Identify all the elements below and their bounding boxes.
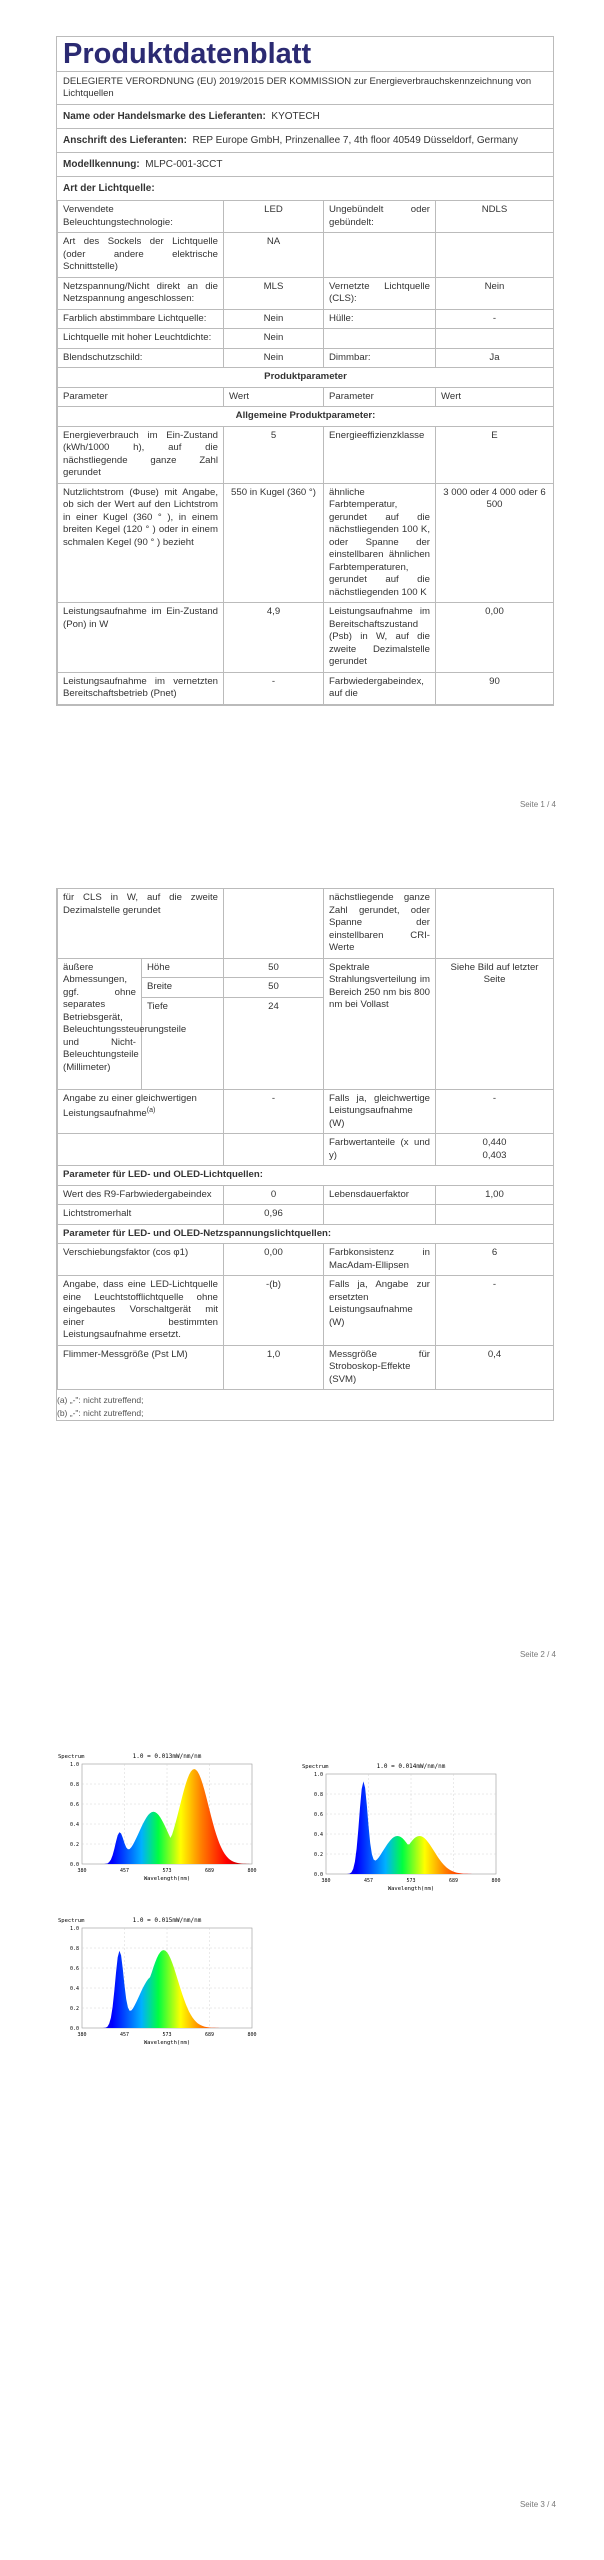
y-tick-label: 0.2 (69, 2006, 79, 2012)
param-value (436, 329, 554, 349)
table-row (58, 348, 554, 368)
y-tick-label: 0.2 (69, 1842, 79, 1848)
general-params-heading: Allgemeine Produktparameter: (58, 407, 554, 427)
x-tick-label: 380 (321, 1878, 331, 1884)
y-tick-label: 0.6 (313, 1812, 323, 1818)
param-value: Nein (224, 329, 324, 349)
x-tick-label: 800 (491, 1878, 501, 1884)
param-name: Art des Sockels der Lichtquelle (oder andere elektrische Schnittstelle) (58, 233, 224, 278)
param-value (436, 233, 554, 278)
dim-value: 50 (224, 978, 324, 998)
supplier-address: REP Europe GmbH, Prinzenallee 7, 4th floor 40549 Düsseldorf, Germany (192, 135, 519, 146)
param-name: Energieeffizienzklasse (324, 426, 436, 483)
column-header-row (58, 387, 554, 407)
param-value: 550 in Kugel (360 °) (224, 483, 324, 603)
table-row (58, 1089, 554, 1134)
model-label: Modellkennung: (63, 159, 140, 170)
y-tick-label: 0.6 (69, 1802, 79, 1808)
page-number: Seite 2 / 4 (519, 1650, 556, 1659)
dim-value: 50 (224, 958, 324, 978)
param-value (436, 1205, 554, 1225)
param-value: 0,00 (224, 1244, 324, 1276)
param-name: Spektrale Strahlungsverteilung im Bereich 250 nm bis 800 nm bei Vollast (324, 958, 436, 1089)
param-value: Siehe Bild auf letzter Seite (436, 958, 554, 1089)
y-tick-label: 0.8 (313, 1792, 323, 1798)
param-value: - (224, 1089, 324, 1134)
table-row (58, 889, 554, 959)
param-name: Angabe, dass eine LED-Lichtquelle eine Leuchtstofflichtquelle ohne eingebautes Vorschaltgerät mit einer bestimmten Leistungsaufnahme ersetzt. (58, 1276, 224, 1346)
y-tick-label: 0.0 (69, 1862, 79, 1868)
param-value: 90 (436, 672, 554, 704)
supplier-address-label: Anschrift des Lieferanten: (63, 135, 187, 146)
param-value: E (436, 426, 554, 483)
dim-key: Höhe (142, 958, 224, 978)
spectrum-title: 1.0 = 0.015mW/nm/nm (132, 1917, 202, 1924)
param-value: 5 (224, 426, 324, 483)
param-name: Energieverbrauch im Ein-Zustand (kWh/1000 h), auf die nächstliegende ganze Zahl gerundet (58, 426, 224, 483)
mains-params-heading: Parameter für LED- und OLED-Netzspannungslichtquellen: (58, 1224, 554, 1244)
supplier-address-row (57, 128, 553, 152)
y-tick-label: 0.8 (69, 1782, 79, 1788)
page-number: Seite 1 / 4 (519, 800, 556, 809)
param-name: Wert des R9-Farbwiedergabeindex (58, 1185, 224, 1205)
spectrum-x-label: Wavelength(nm) (143, 1876, 191, 1882)
param-value: LED (224, 201, 324, 233)
param-name: nächstliegende ganze Zahl gerundet, oder Spanne der einstellbaren CRI-Werte (324, 889, 436, 959)
param-value: - (436, 1276, 554, 1346)
param-name: Messgröße für Stroboskop-Effekte (SVM) (324, 1345, 436, 1390)
y-tick-label: 1.0 (69, 1926, 79, 1932)
y-tick-label: 1.0 (69, 1762, 79, 1768)
x-tick-label: 457 (363, 1878, 374, 1884)
model-row (57, 152, 553, 176)
x-tick-label: 573 (406, 1878, 416, 1884)
param-value: Nein (224, 348, 324, 368)
table-row (58, 1345, 554, 1390)
table-row (58, 1205, 554, 1225)
table-row (58, 1185, 554, 1205)
table-row (58, 958, 554, 978)
param-value: 0,440 0,403 (436, 1134, 554, 1166)
y-tick-label: 0.0 (313, 1872, 323, 1878)
light-type-table (57, 200, 554, 705)
dimensions-label: äußere Abmessungen, ggf. ohne separates Betriebsgerät, Beleuchtungssteuerungsteile und Nicht-Beleuchtungsteile (Millimeter) (58, 958, 142, 1089)
x-tick-label: 800 (247, 1868, 257, 1874)
datasheet-page-1 (56, 36, 554, 706)
param-name: Flimmer-Messgröße (Pst LM) (58, 1345, 224, 1390)
table-row (58, 233, 554, 278)
table-row (58, 329, 554, 349)
param-name: Lichtquelle mit hoher Leuchtdichte: (58, 329, 224, 349)
y-tick-label: 0.4 (69, 1822, 79, 1828)
spectrum-chart-1 (56, 1746, 266, 1896)
param-name: Farbwiedergabeindex, auf die (324, 672, 436, 704)
table-row (58, 1244, 554, 1276)
y-tick-label: 0.2 (313, 1852, 323, 1858)
param-name (324, 1205, 436, 1225)
x-tick-label: 380 (77, 1868, 87, 1874)
spectrum-title: 1.0 = 0.014mW/nm/nm (376, 1763, 446, 1770)
table-row (58, 483, 554, 603)
param-name: Nutzlichtstrom (Φuse) mit Angabe, ob sich der Wert auf den Lichtstrom in einer Kugel (360 ° ), in einem breiten Kegel (120 ° ) oder in einem schmalen Kegel (90 ° ) bezieht (58, 483, 224, 603)
param-value: - (436, 309, 554, 329)
table-row (58, 1134, 554, 1166)
param-name: Leistungsaufnahme im Ein-Zustand (Pon) in W (58, 603, 224, 673)
param-value: -(b) (224, 1276, 324, 1346)
param-value: Ja (436, 348, 554, 368)
x-tick-label: 457 (119, 1868, 130, 1874)
dim-value: 24 (224, 997, 324, 1089)
param-name: Farbwertanteile (x und y) (324, 1134, 436, 1166)
spectrum-x-label: Wavelength(nm) (143, 2040, 191, 2046)
x-tick-label: 800 (247, 2032, 257, 2038)
table-row (58, 603, 554, 673)
y-tick-label: 1.0 (313, 1772, 323, 1778)
y-tick-label: 0.8 (69, 1946, 79, 1952)
spectrum-y-label: Spectrum (58, 1918, 85, 1924)
y-tick-label: 0.6 (69, 1966, 79, 1972)
x-tick-label: 573 (162, 1868, 172, 1874)
page-number: Seite 3 / 4 (519, 2500, 556, 2509)
table-row (58, 1276, 554, 1346)
supplier-name: KYOTECH (271, 111, 320, 122)
params-table-continued (57, 888, 554, 1390)
x-tick-label: 457 (119, 2032, 130, 2038)
x-tick-label: 380 (77, 2032, 87, 2038)
dim-key: Breite (142, 978, 224, 998)
product-params-heading: Produktparameter (58, 368, 554, 388)
param-name: Verwendete Beleuchtungstechnologie: (58, 201, 224, 233)
param-value: 1,00 (436, 1185, 554, 1205)
spectrum-y-label: Spectrum (302, 1764, 329, 1770)
param-name: Vernetzte Lichtquelle (CLS): (324, 277, 436, 309)
led-params-heading: Parameter für LED- und OLED-Lichtquellen: (58, 1166, 554, 1186)
param-name: ähnliche Farbtemperatur, gerundet auf die nächstliegenden 100 K, oder Spanne der einstellbaren ähnlichen Farbtemperaturen, gerundet auf die nächstliegenden 100 K (324, 483, 436, 603)
footnote-b: (b) „-": nicht zutreffend; (57, 1408, 144, 1418)
light-type-heading: Art der Lichtquelle: (57, 176, 553, 200)
param-name (324, 329, 436, 349)
param-value: Nein (436, 277, 554, 309)
param-name: Leistungsaufnahme im vernetzten Bereitschaftsbetrieb (Pnet) (58, 672, 224, 704)
param-value: 3 000 oder 4 000 oder 6 500 (436, 483, 554, 603)
x-tick-label: 573 (162, 2032, 172, 2038)
supplier-name-row (57, 104, 553, 128)
param-name: Farbkonsistenz in MacAdam-Ellipsen (324, 1244, 436, 1276)
param-name: Falls ja, gleichwertige Leistungsaufnahme (W) (324, 1089, 436, 1134)
param-name: Leistungsaufnahme im Bereitschaftszustand (Psb) in W, auf die zweite Dezimalstelle gerundet (324, 603, 436, 673)
param-name: Dimmbar: (324, 348, 436, 368)
page-2 (0, 870, 604, 1670)
param-value: 6 (436, 1244, 554, 1276)
col-header-value: Wert (224, 387, 324, 407)
param-value: NDLS (436, 201, 554, 233)
table-row (58, 277, 554, 309)
page-title: Produktdatenblatt (63, 38, 312, 70)
col-header-param-2: Parameter (324, 387, 436, 407)
param-value: - (436, 1089, 554, 1134)
param-value: 0,96 (224, 1205, 324, 1225)
page-1 (0, 0, 604, 820)
param-name: für CLS in W, auf die zweite Dezimalstelle gerundet (58, 889, 224, 959)
y-tick-label: 0.4 (313, 1832, 323, 1838)
table-row (58, 672, 554, 704)
param-value: 0,00 (436, 603, 554, 673)
param-value: 1,0 (224, 1345, 324, 1390)
spectrum-chart-3 (56, 1910, 266, 2060)
page-3 (0, 1730, 604, 2550)
spectrum-title: 1.0 = 0.013mW/nm/nm (132, 1753, 202, 1760)
param-name: Angabe zu einer gleichwertigen Leistungsaufnahme$^{(a)}$ (58, 1089, 224, 1134)
param-name: Lichtstromerhalt (58, 1205, 224, 1225)
table-row (58, 426, 554, 483)
supplier-name-label: Name oder Handelsmarke des Lieferanten: (63, 111, 266, 122)
x-tick-label: 689 (204, 1868, 215, 1874)
param-name: Blendschutzschild: (58, 348, 224, 368)
spectrum-chart-2 (300, 1756, 510, 1906)
param-name: Falls ja, Angabe zur ersetzten Leistungsaufnahme (W) (324, 1276, 436, 1346)
spectrum-y-label: Spectrum (58, 1754, 85, 1760)
y-tick-label: 0.4 (69, 1986, 79, 1992)
x-tick-label: 689 (448, 1878, 459, 1884)
model-id: MLPC-001-3CCT (145, 159, 223, 170)
param-name: Hülle: (324, 309, 436, 329)
param-name: Netzspannung/Nicht direkt an die Netzspannung angeschlossen: (58, 277, 224, 309)
param-value: 0 (224, 1185, 324, 1205)
param-value: 4,9 (224, 603, 324, 673)
param-value: NA (224, 233, 324, 278)
param-value: Nein (224, 309, 324, 329)
dim-key: Tiefe (142, 997, 224, 1089)
footnote-a: (a) „-": nicht zutreffend; (57, 1395, 144, 1405)
x-tick-label: 689 (204, 2032, 215, 2038)
datasheet-page-2 (56, 888, 554, 1421)
spectrum-x-label: Wavelength(nm) (387, 1886, 435, 1892)
param-value: MLS (224, 277, 324, 309)
param-value: - (224, 672, 324, 704)
param-name: Verschiebungsfaktor (cos φ1) (58, 1244, 224, 1276)
param-name (324, 233, 436, 278)
param-name: Lebensdauerfaktor (324, 1185, 436, 1205)
table-row (58, 309, 554, 329)
col-header-value-2: Wert (436, 387, 554, 407)
param-value: 0,4 (436, 1345, 554, 1390)
regulation-text: DELEGIERTE VERORDNUNG (EU) 2019/2015 DER KOMMISSION zur Energieverbrauchskennzeichnung von Lichtquellen (57, 71, 553, 104)
param-name: Ungebündelt oder gebündelt: (324, 201, 436, 233)
col-header-param: Parameter (58, 387, 224, 407)
table-row (58, 201, 554, 233)
y-tick-label: 0.0 (69, 2026, 79, 2032)
param-name: Farblich abstimmbare Lichtquelle: (58, 309, 224, 329)
